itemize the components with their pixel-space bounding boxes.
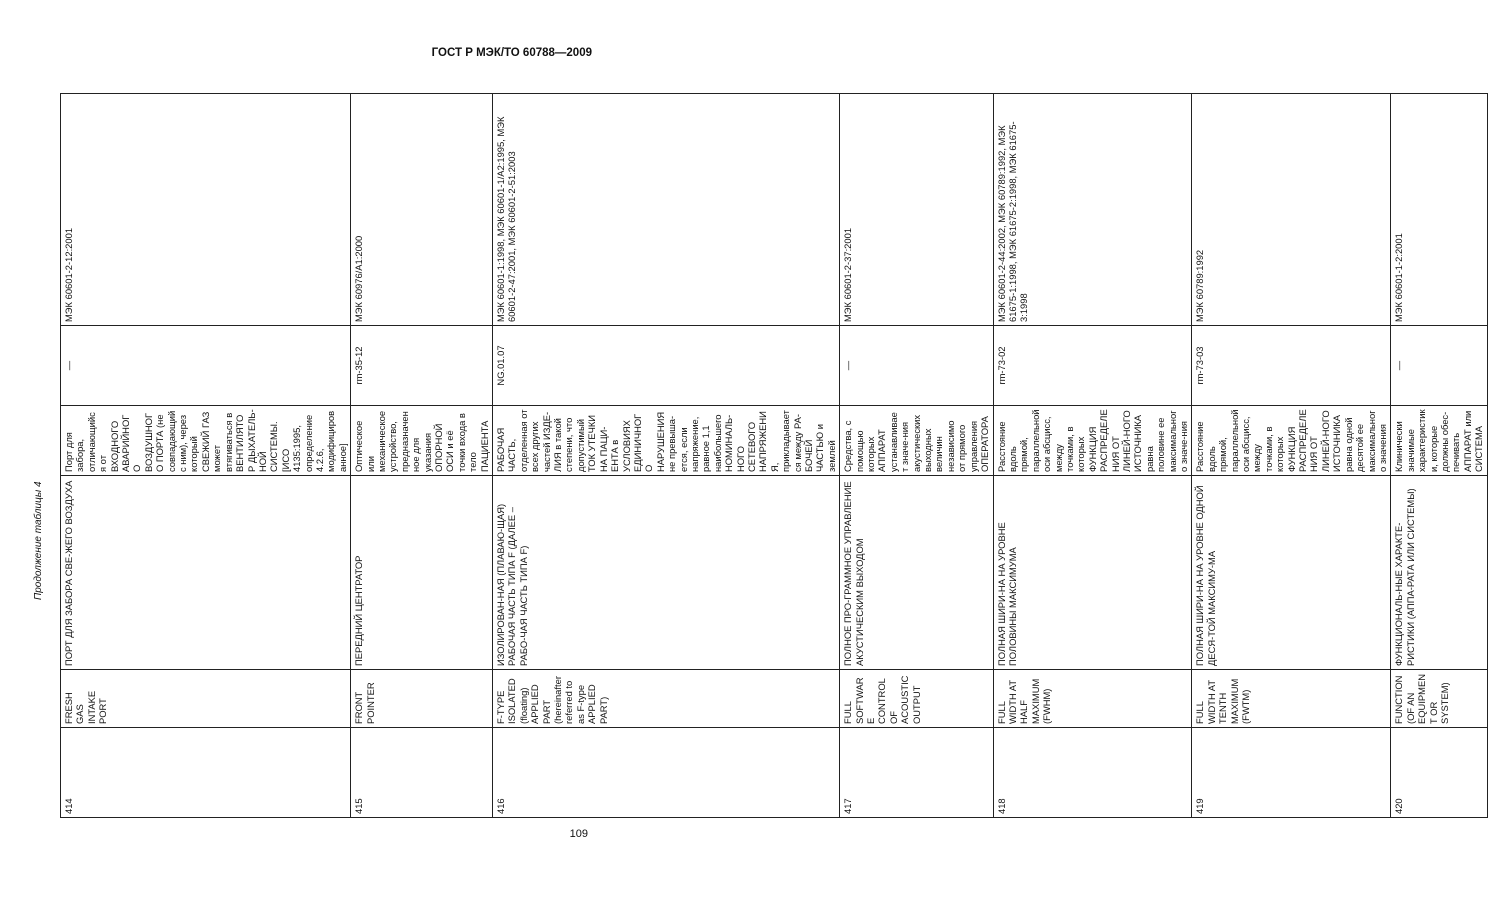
term-ru: ПОЛНОЕ ПРО-ГРАММНОЕ УПРАВЛЕНИЕ АКУСТИЧЕСКИМ ВЫХОДОМ <box>840 476 993 670</box>
term-en: FUNCTION (OF AN EQUIPMENT OR SYSTEM) <box>1391 670 1487 728</box>
row-number: 419 <box>1192 728 1391 818</box>
term-ru: ФУНКЦИОНАЛЬ-НЫЕ ХАРАКТЕ-РИСТИКИ (АППА-РАТА ИЛИ СИСТЕМЫ) <box>1391 476 1487 670</box>
source-standard: МЭК 60601-2-44:2002, МЭК 60789:1992, МЭК 61675-1:1998, МЭК 61675-2:1998, МЭК 61675-3:1998 <box>993 94 1192 326</box>
term-ru: ПОЛНАЯ ШИРИ-НА НА УРОВНЕ ОДНОЙ ДЕСЯ-ТОЙ МАКСИМУ-МА <box>1192 476 1391 670</box>
term-ru: ПОРТ ДЛЯ ЗАБОРА СВЕ-ЖЕГО ВОЗДУХА <box>61 476 351 670</box>
term-code: — <box>61 326 351 406</box>
term-en: FULL WIDTH AT HALF MAXIMUM (FWHM) <box>993 670 1192 728</box>
definition: Средства, с помощью которых АППАРАТ устанавливает значе-ния акустических выходных величин независимо от прямого управления ОПЕРАТОРА <box>840 406 993 476</box>
row-number: 416 <box>493 728 840 818</box>
definition: РАБОЧАЯ ЧАСТЬ, отделенная от всех других частей ИЗДЕ-ЛИЯ в такой степени, что допустимый ТОК УТЕЧКИ НА ПАЦИ-ЕНТА в УСЛОВИЯХ ЕДИНИЧНОГО НАРУШЕНИЯ не превыша-ется, если напряжение, равное 1,1 наибольшего НОМИНАЛЬ-НОГО СЕТЕВОГО НАПРЯЖЕНИЯ, прикладывается между РА-БОЧЕЙ ЧАСТЬЮ и землей <box>493 406 840 476</box>
standard-header: ГОСТ Р МЭК/ТО 60788—2009 <box>431 47 592 59</box>
row-number: 417 <box>840 728 993 818</box>
row-number: 414 <box>61 728 351 818</box>
term-en: F-TYPE ISOLATED (floating) APPLIED PART (hereinafter referred to as F-type APPLIED PART) <box>493 670 840 728</box>
term-code: — <box>840 326 993 406</box>
row-number: 418 <box>993 728 1192 818</box>
definition: Порт для забора, отличающийся от ВХОДНОГО АВАРИЙНОГО ВОЗДУШНОГО ПОРТА (не совпадающий с ним), через который СВЕЖИЙ ГАЗ может втягиваться в ВЕНТИЛЯТОР ДЫХАТЕЛЬ-НОЙ СИСТЕМЫ. [ИСО 4135:1995, определение 4.2.6, модифицированное] <box>61 406 351 476</box>
definition: Клинически значимые характеристики, которые должны обес-печивать АППАРАТ или СИСТЕМА <box>1391 406 1487 476</box>
table-row <box>840 94 993 818</box>
source-standard: МЭК 60601-2-12:2001 <box>61 94 351 326</box>
rotated-table-wrapper <box>60 94 1485 818</box>
table-row <box>61 94 351 818</box>
term-code: — <box>1391 326 1487 406</box>
terms-table <box>60 93 1488 818</box>
table-row <box>993 94 1192 818</box>
definition: Оптическое или механическое устройство, предназначенное для указания ОПОРНОЙ ОСИ и её точки входа в тело ПАЦИЕНТА <box>351 406 493 476</box>
term-en: FULL WIDTH AT TENTH MAXIMUM (FWTM) <box>1192 670 1391 728</box>
table-row <box>1391 94 1487 818</box>
term-ru: ПОЛНАЯ ШИРИ-НА НА УРОВНЕ ПОЛОВИНЫ МАКСИМУМА <box>993 476 1192 670</box>
term-ru: ПЕРЕДНИЙ ЦЕНТРАТОР <box>351 476 493 670</box>
row-number: 415 <box>351 728 493 818</box>
source-standard: МЭК 60601-1:1998, МЭК 60601-1/А2:1995, МЭК 60601-2-47:2001, МЭК 60601-2-51:2003 <box>493 94 840 326</box>
term-en: FULL SOFTWARE CONTROL OF ACOUSTIC OUTPUT <box>840 670 993 728</box>
term-ru: ИЗОЛИРОВАН-НАЯ (ПЛАВАЮ-ЩАЯ) РАБОЧАЯ ЧАСТЬ ТИПА F (ДАЛЕЕ – РАБО-ЧАЯ ЧАСТЬ ТИПА F) <box>493 476 840 670</box>
term-code: rm-73-02 <box>993 326 1192 406</box>
table-row <box>493 94 840 818</box>
definition: Расстояние вдоль прямой, параллельной оси абсцисс, между точками, в которых ФУНКЦИЯ РАСПРЕДЕЛЕНИЯ ОТ ЛИНЕЙ-НОГО ИСТОЧНИКА равна одной десятой ее максимального значения <box>1192 406 1391 476</box>
source-standard: МЭК 60601-2-37:2001 <box>840 94 993 326</box>
page-number: 109 <box>569 828 588 840</box>
term-code: rm-35-12 <box>351 326 493 406</box>
table-continuation-caption: Продолжение таблицы 4 <box>33 481 44 600</box>
term-code: NG.01.07 <box>493 326 840 406</box>
row-number: 420 <box>1391 728 1487 818</box>
table-row <box>351 94 493 818</box>
source-standard: МЭК 60976/А1:2000 <box>351 94 493 326</box>
term-code: rm-73-03 <box>1192 326 1391 406</box>
table-row <box>1192 94 1391 818</box>
source-standard: МЭК 60601-1-2:2001 <box>1391 94 1487 326</box>
definition: Расстояние вдоль прямой, параллельной оси абсцисс, между точками, в которых ФУНКЦИЯ РАСПРЕДЕЛЕНИЯ ОТ ЛИНЕЙ-НОГО ИСТОЧНИКА равна половине ее максимального значе-ния <box>993 406 1192 476</box>
term-en: FRONT POINTER <box>351 670 493 728</box>
term-en: FRESH GAS INTAKE PORT <box>61 670 351 728</box>
source-standard: МЭК 60789:1992 <box>1192 94 1391 326</box>
